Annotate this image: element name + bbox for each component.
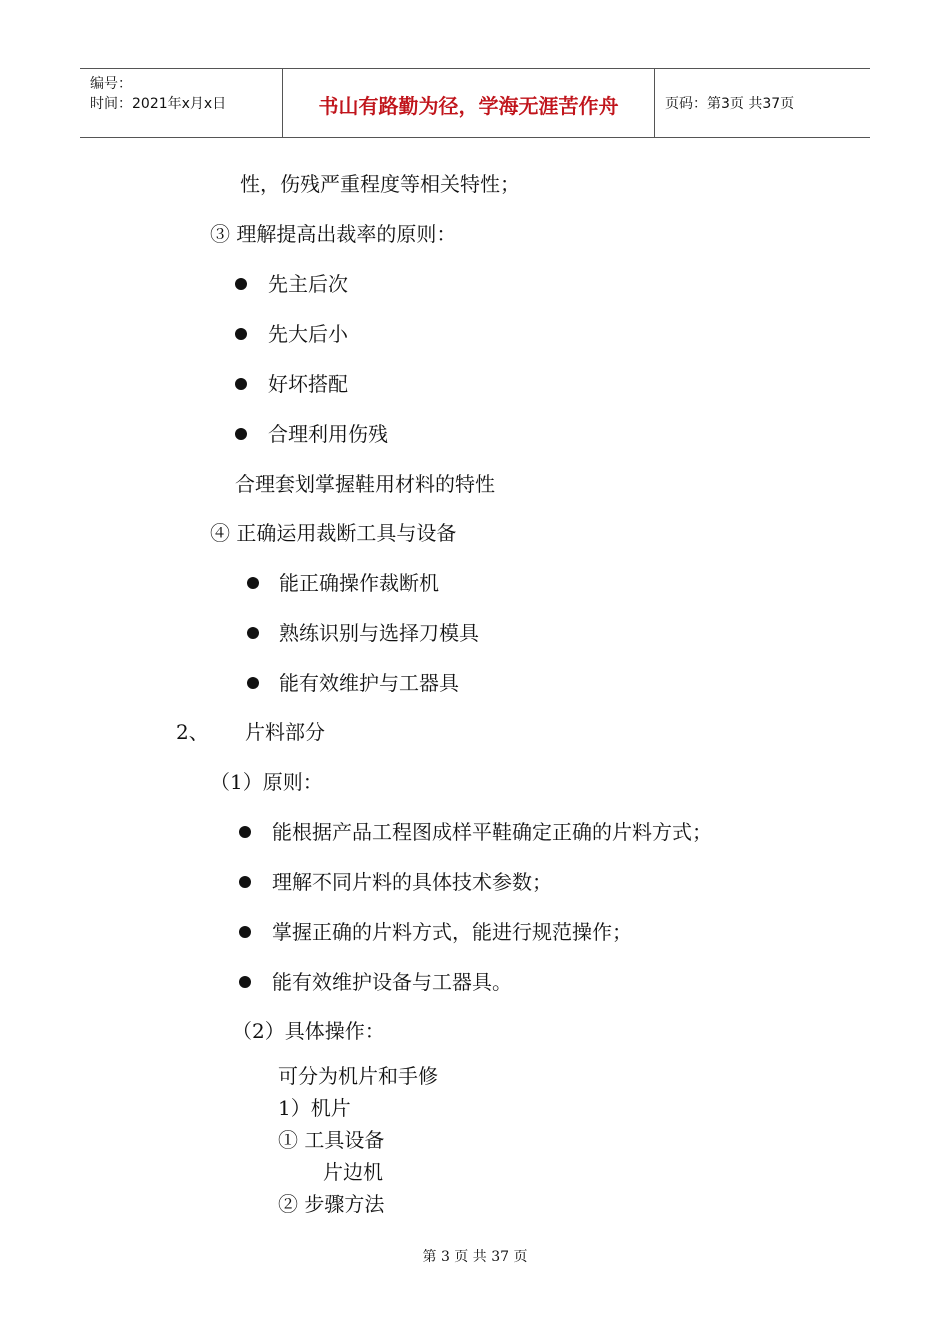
section-title: 片料部分 [245, 720, 325, 744]
list-item: 好坏搭配 [268, 372, 348, 396]
list-item: 合理利用伤残 [268, 422, 388, 446]
subsection-heading: （1）原则： [210, 770, 323, 794]
text-line: 合理套划掌握鞋用材料的特性 [235, 472, 495, 496]
bullet-icon [247, 577, 259, 589]
bullet-icon [239, 826, 251, 838]
text-line: ② 步骤方法 [278, 1192, 385, 1216]
bullet-icon [235, 328, 247, 340]
text-line: ① 工具设备 [278, 1128, 385, 1152]
list-item: 能正确操作裁断机 [279, 571, 439, 595]
list-item: 先主后次 [268, 272, 348, 296]
section-number: 2、 [176, 720, 209, 744]
number-label: 编号： [90, 76, 132, 92]
page-info: 页码：第3页 共37页 [665, 96, 795, 112]
bullet-icon [239, 926, 251, 938]
bullet-icon [235, 428, 247, 440]
subsection-heading: （2）具体操作： [232, 1019, 385, 1043]
bullet-icon [235, 278, 247, 290]
header-motto-cell [283, 69, 655, 137]
motto: 书山有路勤为径，学海无涯苦作舟 [318, 94, 619, 118]
text-line: ④ 正确运用裁断工具与设备 [210, 521, 457, 545]
list-item: 能根据产品工程图成样平鞋确定正确的片料方式； [272, 820, 712, 844]
page-header [80, 68, 870, 138]
header-meta-cell [80, 69, 283, 137]
bullet-icon [247, 677, 259, 689]
list-item: 掌握正确的片料方式，能进行规范操作； [272, 920, 632, 944]
text-line: 片边机 [323, 1160, 383, 1184]
text-line: 可分为机片和手修 [278, 1064, 438, 1088]
time-label: 时间：2021年x月x日 [90, 96, 227, 112]
list-item: 先大后小 [268, 322, 348, 346]
bullet-icon [247, 627, 259, 639]
header-page-cell [655, 69, 870, 137]
list-item: 能有效维护设备与工器具。 [272, 970, 512, 994]
text-line: ③ 理解提高出裁率的原则： [210, 222, 457, 246]
list-item: 能有效维护与工器具 [279, 671, 459, 695]
text-line: 性，伤残严重程度等相关特性； [240, 172, 520, 196]
text-line: 1）机片 [278, 1096, 351, 1120]
bullet-icon [235, 378, 247, 390]
bullet-icon [239, 876, 251, 888]
list-item: 熟练识别与选择刀模具 [279, 621, 479, 645]
list-item: 理解不同片料的具体技术参数； [272, 870, 552, 894]
bullet-icon [239, 976, 251, 988]
page-footer: 第 3 页 共 37 页 [422, 1249, 528, 1265]
